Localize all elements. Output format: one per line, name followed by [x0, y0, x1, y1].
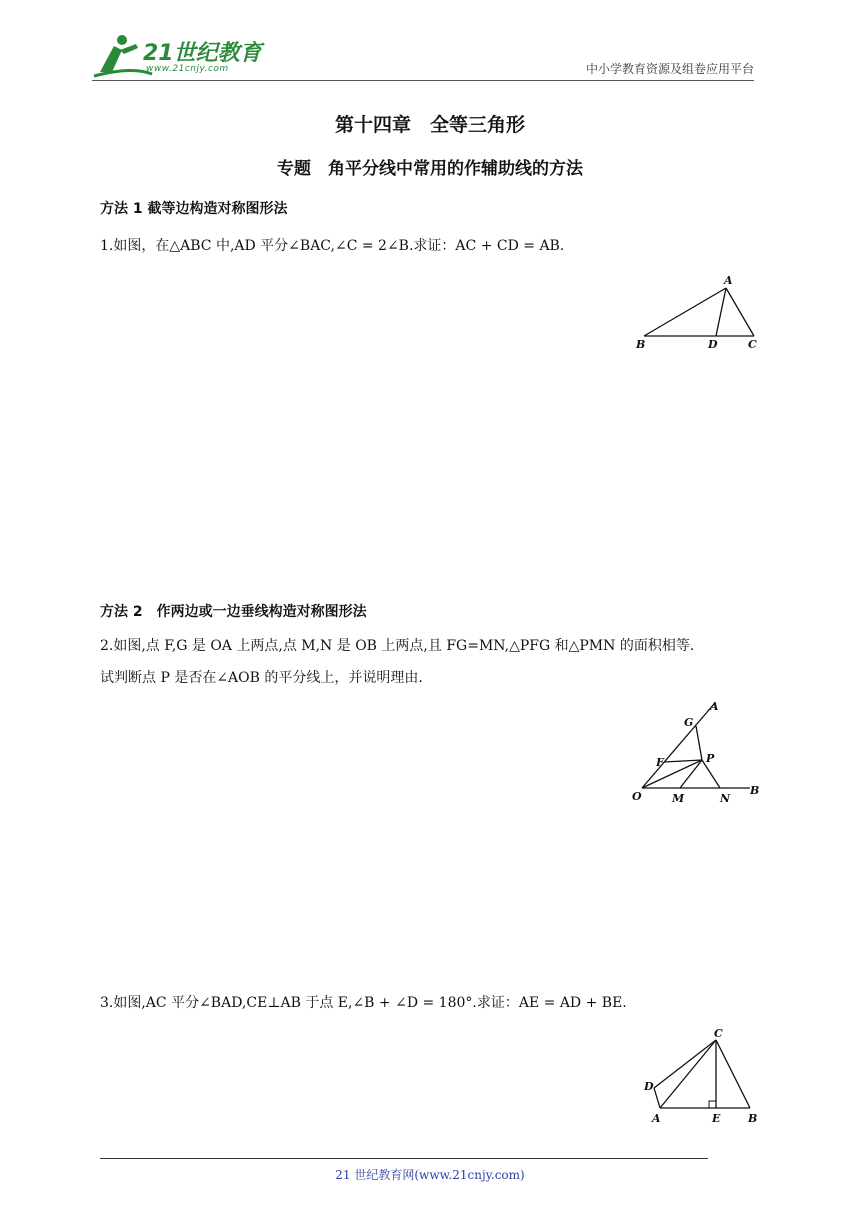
fig3-label-b: B: [748, 1112, 758, 1125]
page-subtitle: 专题 角平分线中常用的作辅助线的方法: [277, 159, 583, 179]
fig1-label-d: D: [708, 338, 718, 351]
method-1-heading: 方法 1 截等边构造对称图形法: [100, 201, 288, 217]
problem-2-line-2: 试判断点 P 是否在∠AOB 的平分线上，并说明理由.: [100, 670, 423, 686]
fig2-label-p: P: [706, 752, 715, 765]
method-2-heading: 方法 2 作两边或一边垂线构造对称图形法: [100, 604, 367, 620]
page-title: 第十四章 全等三角形: [334, 114, 525, 136]
fig2-label-o: O: [632, 790, 642, 803]
figure-1-triangle: [630, 272, 780, 354]
problem-1-text: 1.如图，在△ABC 中,AD 平分∠BAC,∠C = 2∠B.求证：AC + CD = AB.: [100, 238, 565, 254]
problem-2-line-1: 2.如图,点 F,G 是 OA 上两点,点 M,N 是 OB 上两点,且 FG=MN,△PFG 和△PMN 的面积相等.: [100, 638, 695, 654]
figure-2-angle: [628, 696, 768, 808]
fig3-label-c: C: [714, 1028, 723, 1040]
logo-url: www.21cnjy.com: [146, 64, 229, 74]
problem-3-text: 3.如图,AC 平分∠BAD,CE⊥AB 于点 E,∠B + ∠D = 180°.求证：AE = AD + BE.: [100, 995, 627, 1011]
figure-3-quadrilateral: [636, 1028, 766, 1128]
fig3-label-d: D: [644, 1080, 654, 1093]
fig3-label-a: A: [652, 1112, 661, 1125]
fig2-label-g: G: [684, 716, 694, 729]
fig2-label-a: A: [710, 700, 719, 713]
footer-divider: [100, 1158, 708, 1159]
fig1-label-b: B: [636, 338, 646, 351]
fig2-label-m: M: [672, 792, 685, 805]
fig2-label-f: F: [656, 756, 664, 769]
fig3-label-e: E: [712, 1112, 721, 1125]
fig1-label-c: C: [748, 338, 757, 351]
footer-text: 21 世纪教育网(www.21cnjy.com): [335, 1168, 525, 1182]
fig1-label-a: A: [724, 274, 733, 287]
fig2-label-n: N: [720, 792, 731, 805]
fig2-label-b: B: [750, 784, 760, 797]
logo-text: 21世纪教育: [143, 41, 262, 66]
header-platform-text: 中小学教育资源及组卷应用平台: [585, 62, 754, 76]
header-divider: [92, 80, 754, 81]
